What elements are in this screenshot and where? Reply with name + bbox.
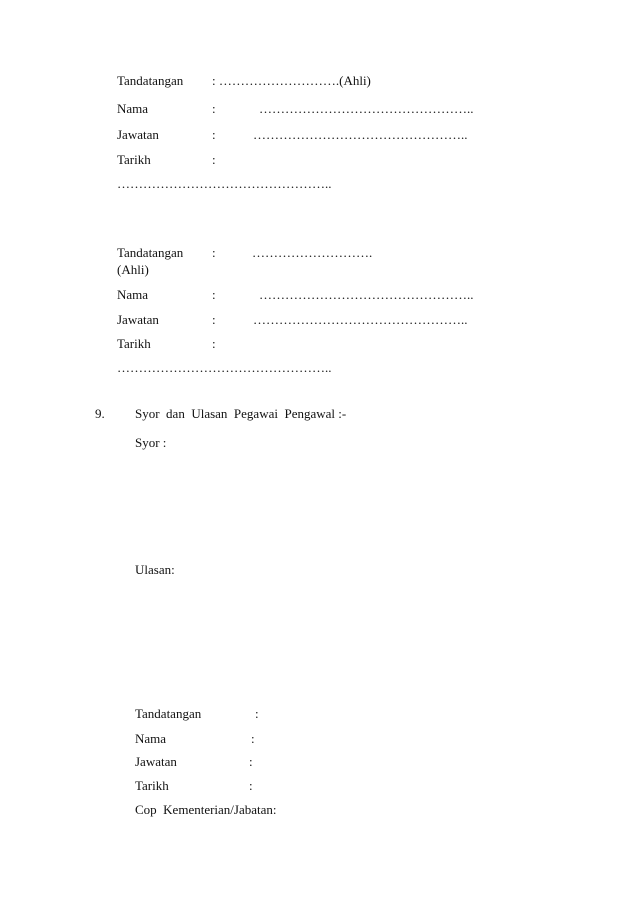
date-colon: : [212,336,216,351]
signature-label: Tandatangan [135,706,202,721]
name-colon: : [212,101,216,116]
name-value: ………………………………………….. [259,101,474,116]
date-colon: : [212,152,216,167]
post-colon: : [212,312,216,327]
post-label: Jawatan [135,754,177,769]
post-label: Jawatan [117,127,159,142]
signature-colon: : [212,245,216,260]
date-line: ………………………………………….. [117,360,332,375]
name-value: ………………………………………….. [259,287,474,302]
name-label: Nama [117,287,149,302]
date-colon: : [249,778,253,793]
signature-label-member: (Ahli) [117,262,149,277]
section-number: 9. [95,406,105,421]
ulasan-label: Ulasan: [135,562,175,577]
post-value: ………………………………………….. [253,127,468,142]
name-label: Nama [117,101,149,116]
date-label: Tarikh [117,152,151,167]
post-colon: : [249,754,253,769]
syor-label: Syor : [135,435,167,450]
section-heading: Syor dan Ulasan Pegawai Pengawal :- [135,406,347,421]
signature-colon: : [255,706,259,721]
signature-value: ………………………. [252,245,373,260]
name-colon: : [212,287,216,302]
name-label: Nama [135,731,167,746]
post-colon: : [212,127,216,142]
stamp-label: Cop Kementerian/Jabatan: [135,802,277,817]
date-line: ………………………………………….. [117,176,332,191]
signature-label: Tandatangan [117,73,184,88]
signature-label: Tandatangan [117,245,184,260]
signature-value: : ……………………….(Ahli) [212,73,371,88]
date-label: Tarikh [117,336,151,351]
date-label: Tarikh [135,778,169,793]
name-colon: : [251,731,255,746]
post-label: Jawatan [117,312,159,327]
post-value: ………………………………………….. [253,312,468,327]
